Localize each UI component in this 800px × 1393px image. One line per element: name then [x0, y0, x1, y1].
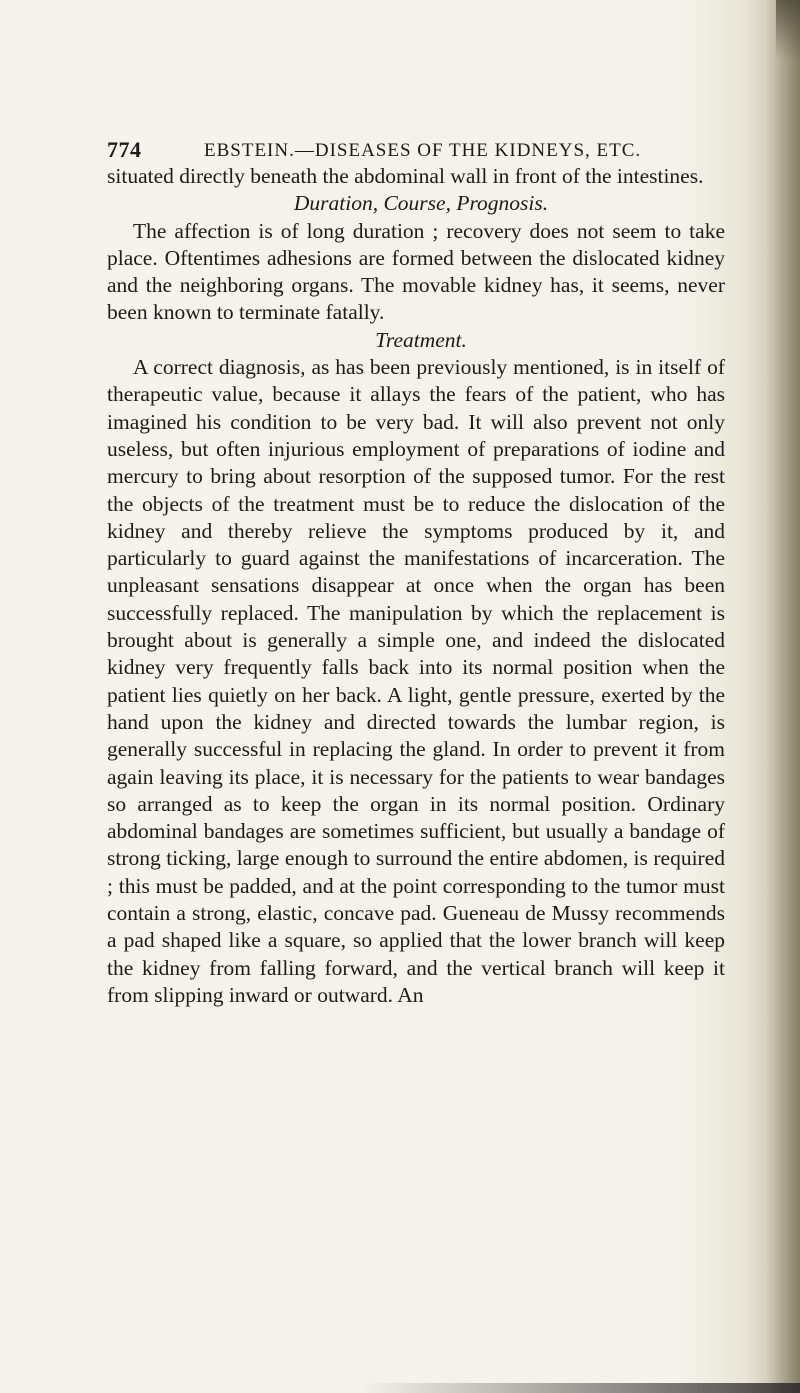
intro-paragraph: situated directly beneath the abdominal wall in front of the intestines.: [107, 164, 704, 188]
running-title: EBSTEIN.—DISEASES OF THE KIDNEYS, ETC.: [204, 140, 642, 161]
section-heading-duration: Duration, Course, Prognosis.: [293, 191, 549, 216]
page-body: [107, 163, 725, 1009]
treatment-paragraph: A correct diagnosis, as has been previously mentioned, is in itself of therapeutic value, because it allays the fears of the patient, who has imagined his condition to be very bad. It will also prevent not only useless, but often injurious employment of preparations of iodine and mercury to bring about resorption of the supposed tumor. For the rest the objects of the treatment must be to reduce the dislocation of the kidney and thereby relieve the symptoms produced by it, and particularly to guard against the manifestations of incarceration. The unpleasant sensations disappear at once when the organ has been successfully replaced. The manipulation by which the replacement is brought about is generally a simple one, and indeed the dislocated kidney very frequently falls back into its normal position when the patient lies quietly on her back. A light, gentle pressure, exerted by the hand upon the kidney and directed towards the lumbar region, is generally successful in replacing the gland. In order to prevent it from again leaving its place, it is necessary for the patients to wear bandages so arranged as to keep the organ in its normal position. Ordinary abdominal bandages are sometimes sufficient, but usually a bandage of strong ticking, large enough to surround the entire abdomen, is required ; this must be padded, and at the point corresponding to the tumor must contain a strong, elastic, concave pad. Gueneau de Mussy recommends a pad shaped like a square, so applied that the lower branch will keep the kidney from falling forward, and the vertical branch will keep it from slipping inward or outward. An: [107, 355, 725, 1007]
page-bottom-edge: [0, 1383, 800, 1393]
page-edge-shadow: [766, 0, 800, 1393]
page-corner-shadow: [776, 0, 800, 60]
section-heading-treatment: Treatment.: [375, 327, 467, 352]
page-number: 774: [107, 137, 142, 162]
duration-paragraph: The affection is of long duration ; recovery does not seem to take place. Oftentimes adhesions are formed between the dislocated kidney and the neighboring organs. The movable kidney has, it seems, never been known to terminate fatally.: [107, 218, 725, 325]
